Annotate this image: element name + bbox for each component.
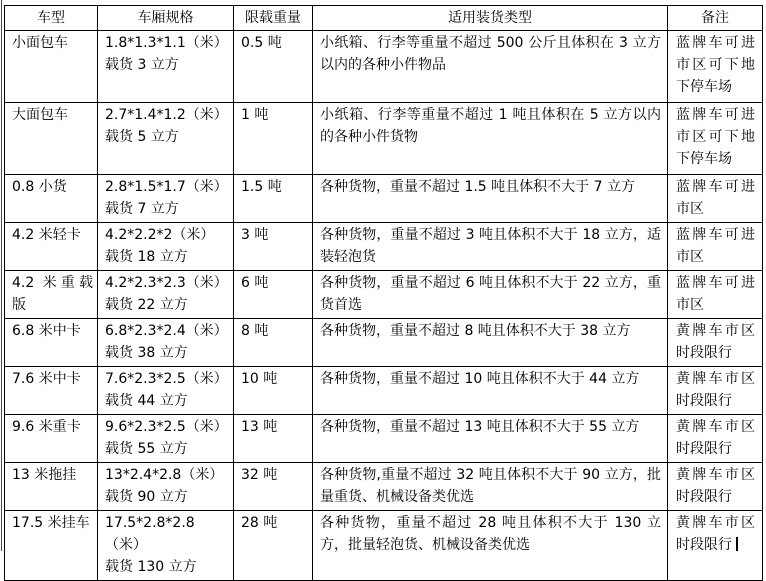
vehicle-type-cell[interactable] bbox=[5, 463, 98, 511]
remark-text: 蓝牌车可进市区 bbox=[676, 227, 755, 265]
header-remark: 备注 bbox=[668, 6, 763, 31]
spec-dimensions-text: 17.5*2.8*2.8（米） bbox=[105, 515, 195, 553]
table-row bbox=[5, 223, 763, 271]
vehicle-type-text: 0.8 小货 bbox=[12, 179, 67, 195]
vehicle-type-cell[interactable] bbox=[5, 511, 98, 581]
load-limit-cell[interactable] bbox=[234, 31, 313, 103]
spec-dimensions-text: 2.7*1.4*1.2（米） bbox=[105, 107, 228, 123]
box-spec-cell[interactable] bbox=[98, 367, 234, 415]
table-row bbox=[5, 103, 763, 175]
spec-dimensions-text: 4.2*2.2*2（米） bbox=[105, 227, 215, 243]
remark-cell[interactable] bbox=[668, 271, 763, 319]
box-spec-cell[interactable] bbox=[98, 415, 234, 463]
remark-text: 蓝牌车可进市区 bbox=[676, 275, 755, 313]
remark-cell[interactable] bbox=[668, 31, 763, 103]
text-cursor bbox=[736, 537, 738, 551]
spec-capacity-text: 载货 7 立方 bbox=[105, 201, 179, 217]
vehicle-spec-table bbox=[4, 5, 763, 581]
remark-cell[interactable] bbox=[668, 319, 763, 367]
cargo-type-cell[interactable] bbox=[313, 319, 668, 367]
spec-dimensions-text: 7.6*2.3*2.5（米） bbox=[105, 371, 228, 387]
vehicle-type-text: 17.5 米挂车 bbox=[12, 515, 90, 531]
spec-capacity-text: 载货 130 立方 bbox=[105, 559, 197, 575]
load-limit-cell[interactable] bbox=[234, 415, 313, 463]
vehicle-type-text: 4.2 米重载版 bbox=[12, 275, 93, 313]
cargo-type-text: 小纸箱、行李等重量不超过 500 公斤且体积在 3 立方以内的各种小件物品 bbox=[320, 35, 661, 73]
table-row bbox=[5, 415, 763, 463]
spec-dimensions-text: 13*2.4*2.8（米） bbox=[105, 467, 224, 483]
header-box-spec: 车厢规格 bbox=[98, 6, 234, 31]
load-limit-text: 1 吨 bbox=[241, 107, 269, 123]
vehicle-type-cell[interactable] bbox=[5, 103, 98, 175]
remark-text: 黄牌车市区时段限行 bbox=[676, 467, 755, 505]
spec-capacity-text: 载货 90 立方 bbox=[105, 489, 188, 505]
box-spec-cell[interactable] bbox=[98, 463, 234, 511]
vehicle-type-text: 4.2 米轻卡 bbox=[12, 227, 81, 243]
load-limit-text: 6 吨 bbox=[241, 275, 269, 291]
cargo-type-cell[interactable] bbox=[313, 463, 668, 511]
remark-text: 蓝牌车可进市区可下地下停车场 bbox=[676, 107, 755, 167]
spec-capacity-text: 载货 5 立方 bbox=[105, 129, 179, 145]
load-limit-cell[interactable] bbox=[234, 223, 313, 271]
load-limit-cell[interactable] bbox=[234, 367, 313, 415]
load-limit-cell[interactable] bbox=[234, 463, 313, 511]
cargo-type-text: 各种货物，重量不超过 8 吨且体积不大于 38 立方 bbox=[320, 323, 631, 339]
cargo-type-text: 各种货物，重量不超过 3 吨且体积不大于 18 立方，适装轻泡货 bbox=[320, 227, 661, 265]
vehicle-type-text: 13 米拖挂 bbox=[12, 467, 77, 483]
remark-text: 蓝牌车可进市区 bbox=[676, 179, 755, 217]
remark-cell[interactable] bbox=[668, 103, 763, 175]
cargo-type-cell[interactable] bbox=[313, 31, 668, 103]
remark-text: 黄牌车市区时段限行 bbox=[676, 371, 755, 409]
cargo-type-cell[interactable] bbox=[313, 175, 668, 223]
table-header-row bbox=[5, 6, 763, 31]
vehicle-type-cell[interactable] bbox=[5, 415, 98, 463]
spec-capacity-text: 载货 55 立方 bbox=[105, 441, 188, 457]
table-row bbox=[5, 271, 763, 319]
load-limit-text: 0.5 吨 bbox=[241, 35, 282, 51]
load-limit-text: 3 吨 bbox=[241, 227, 269, 243]
cargo-type-text: 各种货物，重量不超过 1.5 吨且体积不大于 7 立方 bbox=[320, 179, 635, 195]
table-row bbox=[5, 511, 763, 581]
header-vehicle-type: 车型 bbox=[5, 6, 98, 31]
remark-text: 黄牌车市区时段限行 bbox=[676, 419, 755, 457]
cargo-type-text: 各种货物,重量不超过 32 吨且体积不大于 90 立方，批量重货、机械设备类优选 bbox=[320, 467, 661, 505]
spec-dimensions-text: 6.8*2.3*2.4（米） bbox=[105, 323, 228, 339]
remark-cell[interactable] bbox=[668, 223, 763, 271]
box-spec-cell[interactable] bbox=[98, 175, 234, 223]
load-limit-cell[interactable] bbox=[234, 175, 313, 223]
load-limit-cell[interactable] bbox=[234, 271, 313, 319]
remark-text: 黄牌车市区时段限行 bbox=[676, 515, 755, 553]
header-cargo-type: 适用装货类型 bbox=[313, 6, 668, 31]
box-spec-cell[interactable] bbox=[98, 319, 234, 367]
spec-capacity-text: 载货 22 立方 bbox=[105, 297, 188, 313]
header-load-limit: 限载重量 bbox=[234, 6, 313, 31]
box-spec-cell[interactable] bbox=[98, 31, 234, 103]
table-row bbox=[5, 463, 763, 511]
spec-dimensions-text: 4.2*2.3*2.3（米） bbox=[105, 275, 228, 291]
load-limit-text: 13 吨 bbox=[241, 419, 278, 435]
box-spec-cell[interactable] bbox=[98, 223, 234, 271]
spec-dimensions-text: 9.6*2.3*2.5（米） bbox=[105, 419, 228, 435]
vehicle-type-cell[interactable] bbox=[5, 367, 98, 415]
load-limit-cell[interactable] bbox=[234, 319, 313, 367]
load-limit-text: 8 吨 bbox=[241, 323, 269, 339]
load-limit-text: 28 吨 bbox=[241, 515, 278, 531]
vehicle-type-cell[interactable] bbox=[5, 271, 98, 319]
vehicle-type-text: 小面包车 bbox=[12, 35, 68, 51]
remark-cell[interactable] bbox=[668, 367, 763, 415]
cargo-type-cell[interactable] bbox=[313, 103, 668, 175]
load-limit-text: 32 吨 bbox=[241, 467, 278, 483]
table-row bbox=[5, 31, 763, 103]
remark-cell[interactable] bbox=[668, 463, 763, 511]
vehicle-type-cell[interactable] bbox=[5, 31, 98, 103]
vehicle-type-cell[interactable] bbox=[5, 175, 98, 223]
cargo-type-text: 小纸箱、行李等重量不超过 1 吨且体积在 5 立方以内的各种小件货物 bbox=[320, 107, 661, 145]
table-row bbox=[5, 175, 763, 223]
cargo-type-text: 各种货物，重量不超过 6 吨且体积不大于 22 立方，重货首选 bbox=[320, 275, 661, 313]
page-edge-line bbox=[1, 0, 2, 551]
remark-cell[interactable] bbox=[668, 175, 763, 223]
spec-capacity-text: 载货 3 立方 bbox=[105, 57, 179, 73]
vehicle-type-cell[interactable] bbox=[5, 319, 98, 367]
spec-capacity-text: 载货 38 立方 bbox=[105, 345, 188, 361]
cargo-type-cell[interactable] bbox=[313, 271, 668, 319]
vehicle-type-text: 9.6 米重卡 bbox=[12, 419, 81, 435]
cargo-type-cell[interactable] bbox=[313, 223, 668, 271]
spec-dimensions-text: 1.8*1.3*1.1（米） bbox=[105, 35, 228, 51]
cargo-type-text: 各种货物，重量不超过 28 吨且体积不大于 130 立方，批量轻泡货、机械设备类优选 bbox=[320, 515, 661, 553]
remark-text: 黄牌车市区时段限行 bbox=[676, 323, 755, 361]
cargo-type-text: 各种货物，重量不超过 13 吨且体积不大于 55 立方 bbox=[320, 419, 640, 435]
vehicle-type-text: 7.6 米中卡 bbox=[12, 371, 81, 387]
load-limit-text: 1.5 吨 bbox=[241, 179, 282, 195]
spec-dimensions-text: 2.8*1.5*1.7（米） bbox=[105, 179, 228, 195]
cargo-type-cell[interactable] bbox=[313, 415, 668, 463]
remark-cell[interactable] bbox=[668, 415, 763, 463]
remark-text: 蓝牌车可进市区可下地下停车场 bbox=[676, 35, 755, 95]
load-limit-text: 10 吨 bbox=[241, 371, 278, 387]
table-row bbox=[5, 367, 763, 415]
box-spec-cell[interactable] bbox=[98, 103, 234, 175]
vehicle-type-text: 大面包车 bbox=[12, 107, 68, 123]
cargo-type-text: 各种货物，重量不超过 10 吨且体积不大于 44 立方 bbox=[320, 371, 640, 387]
cargo-type-cell[interactable] bbox=[313, 511, 668, 581]
spec-capacity-text: 载货 18 立方 bbox=[105, 249, 188, 265]
table-row bbox=[5, 319, 763, 367]
remark-cell[interactable] bbox=[668, 511, 763, 581]
load-limit-cell[interactable] bbox=[234, 511, 313, 581]
cargo-type-cell[interactable] bbox=[313, 367, 668, 415]
spec-capacity-text: 载货 44 立方 bbox=[105, 393, 188, 409]
box-spec-cell[interactable] bbox=[98, 271, 234, 319]
vehicle-type-text: 6.8 米中卡 bbox=[12, 323, 81, 339]
box-spec-cell[interactable] bbox=[98, 511, 234, 581]
load-limit-cell[interactable] bbox=[234, 103, 313, 175]
vehicle-type-cell[interactable] bbox=[5, 223, 98, 271]
